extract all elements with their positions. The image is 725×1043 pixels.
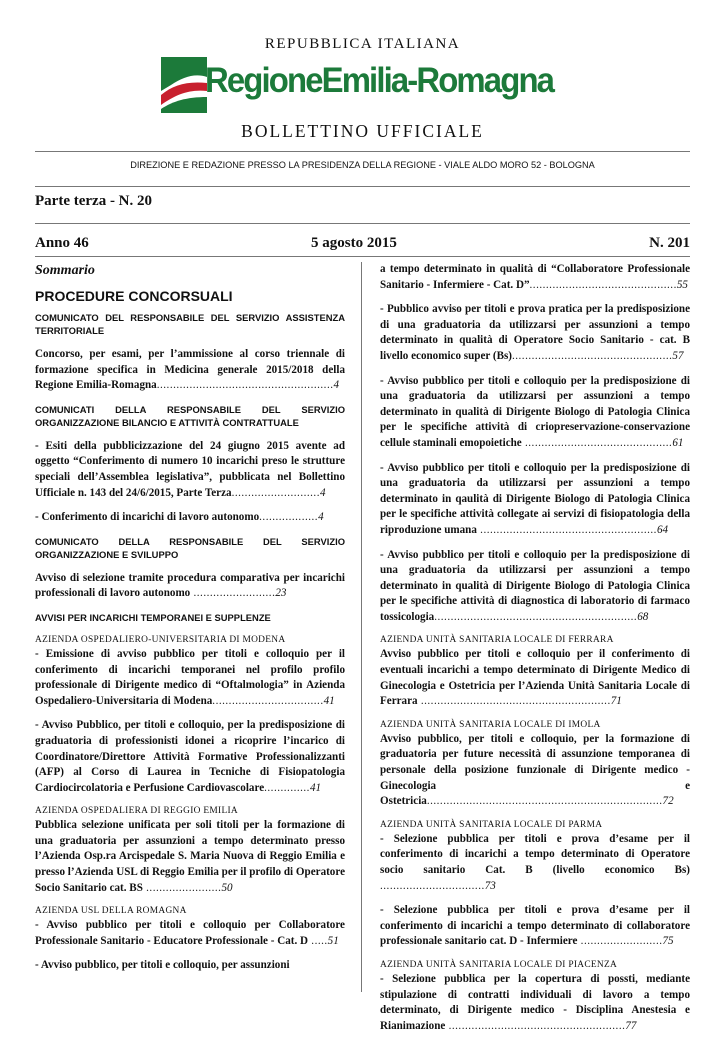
toc-entry[interactable]: - Pubblico avviso per titoli e prova pratica per la predisposizione di una graduatoria da utilizzarsi per assunzioni a tempo determinato in qualità di Operatore Socio Sanitario - cat. B livello economico super (Bs).................................................57 <box>380 303 690 362</box>
page-number: 57 <box>672 349 684 362</box>
toc-entry[interactable]: a tempo determinato in qualità di “Collaboratore Professionale Sanitario - Infermiere - Cat. D”.............................................55 <box>380 263 690 291</box>
right-column <box>380 262 690 1043</box>
page-number: 61 <box>672 436 684 449</box>
toc-entry[interactable]: - Avviso pubblico per titoli e colloquio per la predisposizione di una graduatoria da utilizzarsi per assunzioni a tempo determinato in qaulità di Dirigente Biologo di Patologia Clinica per le specifiche attività collegate ai servizi di fisiopatologia della riproduzione umana ......................................................64 <box>380 461 690 536</box>
agency-name: AZIENDA USL DELLA ROMAGNA <box>35 906 187 917</box>
page-number: 4 <box>333 379 340 392</box>
toc-entry[interactable]: - Esiti della pubblicizzazione del 24 giugno 2015 avente ad oggetto “Conferimento di numero 10 incarichi preso le strutture speciali dell’Assemblea legislativa”, pubblicata nel Bollettino Ufficiale n. 143 del 24/6/2015, Parte Terza...........................4 <box>35 439 345 499</box>
agency-name: AZIENDA OSPEDALIERA DI REGGIO EMILIA <box>35 806 238 817</box>
toc-entry[interactable]: - Conferimento di incarichi di lavoro autonomo..................4 <box>35 511 324 524</box>
region-logo <box>157 55 567 115</box>
toc-entry[interactable]: Avviso pubblico per titoli e colloquio per il conferimento di eventuali incarichi a tempo determinato di Dirigente Medico di Ginecologia e Ostetricia per l’Azienda Unità Sanitaria Locale di Ferrara ..........................................................71 <box>380 648 690 708</box>
toc-entry[interactable]: - Avviso pubblico, per titoli e colloquio, per assunzioni <box>35 959 290 972</box>
toc-entry[interactable]: Concorso, per esami, per l’ammissione al corso triennale di formazione specifica in Medicina generale 2015/2018 della Regione Emilia-Romagna......................................................4 <box>35 348 345 392</box>
column-divider <box>361 262 362 992</box>
subsection-heading: COMUNICATO DELLA RESPONSABILE DEL SERVIZIO ORGANIZZAZIONE E SVILUPPO <box>35 535 345 560</box>
region-logo-text: RegioneEmilia-Romagna <box>205 61 554 100</box>
section-heading: PROCEDURE CONCORSUALI <box>35 288 233 304</box>
page-number: 4 <box>318 511 324 524</box>
page-number: 77 <box>625 1019 637 1032</box>
page-number: 64 <box>656 523 669 536</box>
toc-entry[interactable]: - Selezione pubblica per la copertura di possti, mediante stipulazione di contratti individuali di lavoro a tempo determinato, di Dirigente medico - Disciplina Anestesia e Rianimazione ......................................................77 <box>380 972 690 1032</box>
page-number: 72 <box>662 795 674 808</box>
toc-entry[interactable]: - Avviso Pubblico, per titoli e colloquio, per la predisposizione di graduatoria di professionisti idonei a ricoprire l’incarico di Coordinatore/Direttore Attività Formative Professionalizzanti (AFP) al Corso di Laurea in Tecniche di Fisiopatologia Cardiocircolatoria e Perfusione Cardiovascolare..............41 <box>35 719 345 794</box>
divider <box>35 256 690 257</box>
left-column <box>35 262 345 983</box>
divider <box>35 186 690 187</box>
page-number: 41 <box>309 781 322 794</box>
page-number: 51 <box>327 934 339 947</box>
toc-entry[interactable]: - Selezione pubblica per titoli e prova d’esame per il conferimento di incarichi a tempo determinato di Operatore socio sanitario Cat. B (livello economico Bs) ................................73 <box>380 832 690 892</box>
agency-name: AZIENDA UNITÀ SANITARIA LOCALE DI IMOLA <box>380 719 601 730</box>
divider <box>35 223 690 224</box>
issue-year: Anno 46 <box>35 235 89 251</box>
bulletin-title: BOLLETTINO UFFICIALE <box>241 121 484 141</box>
page-number: 55 <box>676 278 688 291</box>
agency-name: AZIENDA OSPEDALIERO-UNIVERSITARIA DI MODENA <box>35 634 286 645</box>
toc-entry[interactable]: Pubblica selezione unificata per soli titoli per la formazione di una graduatoria per assunzioni a tempo determinato presso l’Azienda Osp.ra Arcispedale S. Maria Nuova di Reggio Emilia e presso l’Azienda USL di Reggio Emilia per il profilo di Operatore Socio Sanitario cat. BS .......................50 <box>35 819 345 894</box>
subsection-heading: COMUNICATI DELLA RESPONSABILE DEL SERVIZIO ORGANIZZAZIONE BILANCIO E ATTIVITÀ CONTRATTUALE <box>35 403 345 428</box>
page-number: 4 <box>319 486 326 499</box>
subsection-heading: COMUNICATO DEL RESPONSABILE DEL SERVIZIO ASSISTENZA TERRITORIALE <box>35 312 345 336</box>
page-number: 75 <box>662 935 674 948</box>
divider <box>35 151 690 152</box>
toc-entry[interactable]: - Avviso pubblico per titoli e colloquio per Collaboratore Professionale Sanitario - Educatore Professionale - Cat. D .....51 <box>35 919 345 947</box>
republic-heading: REPUBBLICA ITALIANA <box>264 36 461 52</box>
toc-entry[interactable]: Avviso di selezione tramite procedura comparativa per incarichi professionali di lavoro autonomo .........................23 <box>35 571 345 600</box>
toc-entry[interactable]: - Selezione pubblica per titoli e prova d’esame per il conferimento di incarichi a tempo determinato di collaboratore professionale sanitario cat. D - Infermiere .........................75 <box>380 904 690 948</box>
page-number: 73 <box>484 879 496 892</box>
issue-part: Parte terza - N. 20 <box>35 193 153 209</box>
issue-date: 5 agosto 2015 <box>311 235 397 251</box>
page-number: 41 <box>323 694 335 707</box>
agency-name: AZIENDA UNITÀ SANITARIA LOCALE DI FERRARA <box>380 635 614 646</box>
toc-entry[interactable]: Avviso pubblico, per titoli e colloquio, per la formazione di graduatoria per future necessità di assunzione temporanea di personale della posizione funzionale di Dirigente medico - Ginecologia e Ostetricia........................................................................72 <box>380 732 690 808</box>
issue-number: N. 201 <box>649 235 690 251</box>
agency-name: AZIENDA UNITÀ SANITARIA LOCALE DI PARMA <box>380 819 603 830</box>
agency-name: AZIENDA UNITÀ SANITARIA LOCALE DI PIACENZA <box>380 959 618 970</box>
region-flag-icon <box>157 55 209 115</box>
page-number: 71 <box>610 695 622 708</box>
page-number: 68 <box>637 610 649 623</box>
summary-heading: Sommario <box>35 263 95 278</box>
direction-address: DIREZIONE E REDAZIONE PRESSO LA PRESIDENZA DELLA REGIONE - VIALE ALDO MORO 52 - BOLOGNA <box>130 160 595 170</box>
page-number: 50 <box>221 881 233 894</box>
toc-entry[interactable]: - Emissione di avviso pubblico per titoli e colloquio per il conferimento di incarichi temporanei nel profilo profilo professionale di Dirigente medico di “Oftalmologia” in Azienda Ospedaliero-Universitaria di Modena..................................41 <box>35 647 345 707</box>
subsection-heading: AVVISI PER INCARICHI TEMPORANEI E SUPPLENZE <box>35 611 271 623</box>
toc-entry[interactable]: - Avviso pubblico per titoli e colloquio per la predisposizione di una graduatoria da utilizzarsi per assunzioni a tempo determinato in qualità di Dirigente Biologo di Patologia Clinica per le specifiche attività di criopreservazione-conservazione cellule staminali emopoietiche .............................................61 <box>380 374 690 449</box>
page-number: 23 <box>275 587 287 600</box>
toc-entry[interactable]: - Avviso pubblico per titoli e colloquio per la predisposizione di una graduatoria da utilizzarsi per assunzioni a tempo determinato in qualità di Dirigente Biologo di Patologia Clinica per le specifiche attività di diagnostica di laboratorio di farmaco tossicologia..............................................................68 <box>380 548 690 623</box>
